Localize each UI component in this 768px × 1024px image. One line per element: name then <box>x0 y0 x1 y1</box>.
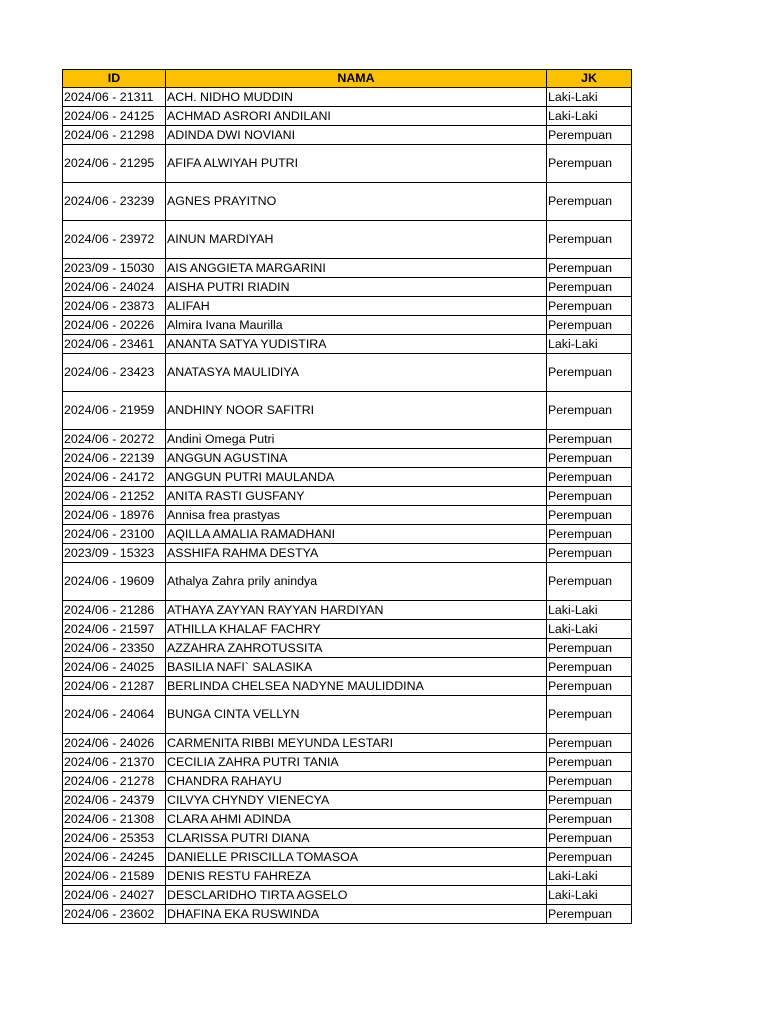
cell-id[interactable]: 2024/06 - 23873 <box>63 297 166 316</box>
cell-nama[interactable]: ASSHIFA RAHMA DESTYA <box>166 544 547 563</box>
cell-jk[interactable]: Perempuan <box>547 297 632 316</box>
cell-id[interactable]: 2024/06 - 18976 <box>63 506 166 525</box>
cell-jk[interactable]: Perempuan <box>547 829 632 848</box>
cell-nama[interactable]: BERLINDA CHELSEA NADYNE MAULIDDINA <box>166 677 547 696</box>
cell-id[interactable]: 2024/06 - 21295 <box>63 145 166 183</box>
table-row <box>63 278 632 297</box>
table-row <box>63 316 632 335</box>
cell-nama[interactable]: CECILIA ZAHRA PUTRI TANIA <box>166 753 547 772</box>
cell-jk[interactable]: Perempuan <box>547 468 632 487</box>
cell-id[interactable]: 2024/06 - 24064 <box>63 696 166 734</box>
table-row <box>63 221 632 259</box>
header-nama[interactable]: NAMA <box>166 70 547 88</box>
cell-nama[interactable]: ACHMAD ASRORI ANDILANI <box>166 107 547 126</box>
table-row <box>63 867 632 886</box>
cell-jk[interactable]: Laki-Laki <box>547 867 632 886</box>
cell-id[interactable]: 2024/06 - 24172 <box>63 468 166 487</box>
cell-jk[interactable]: Perempuan <box>547 316 632 335</box>
cell-jk[interactable]: Perempuan <box>547 430 632 449</box>
cell-jk[interactable]: Laki-Laki <box>547 620 632 639</box>
cell-id[interactable]: 2024/06 - 23239 <box>63 183 166 221</box>
table-row <box>63 563 632 601</box>
cell-id[interactable]: 2024/06 - 21287 <box>63 677 166 696</box>
table-row <box>63 639 632 658</box>
cell-nama[interactable]: AFIFA ALWIYAH PUTRI <box>166 145 547 183</box>
table-row <box>63 677 632 696</box>
cell-id[interactable]: 2024/06 - 23350 <box>63 639 166 658</box>
cell-jk[interactable]: Laki-Laki <box>547 88 632 107</box>
table-row <box>63 791 632 810</box>
cell-id[interactable]: 2024/06 - 21308 <box>63 810 166 829</box>
cell-nama[interactable]: ANGGUN PUTRI MAULANDA <box>166 468 547 487</box>
cell-id[interactable]: 2024/06 - 23461 <box>63 335 166 354</box>
cell-id[interactable]: 2024/06 - 19609 <box>63 563 166 601</box>
cell-nama[interactable]: AINUN MARDIYAH <box>166 221 547 259</box>
cell-nama[interactable]: ACH. NIDHO MUDDIN <box>166 88 547 107</box>
cell-jk[interactable]: Laki-Laki <box>547 107 632 126</box>
table-row <box>63 449 632 468</box>
cell-nama[interactable]: AQILLA AMALIA RAMADHANI <box>166 525 547 544</box>
cell-id[interactable]: 2024/06 - 21959 <box>63 392 166 430</box>
cell-nama[interactable]: Andini Omega Putri <box>166 430 547 449</box>
cell-jk[interactable]: Perempuan <box>547 449 632 468</box>
cell-jk[interactable]: Perempuan <box>547 696 632 734</box>
table-row <box>63 886 632 905</box>
cell-id[interactable]: 2024/06 - 21311 <box>63 88 166 107</box>
cell-nama[interactable]: ALIFAH <box>166 297 547 316</box>
cell-nama[interactable]: ANDHINY NOOR SAFITRI <box>166 392 547 430</box>
cell-nama[interactable]: AGNES PRAYITNO <box>166 183 547 221</box>
table-row <box>63 126 632 145</box>
cell-jk[interactable]: Perempuan <box>547 126 632 145</box>
cell-id[interactable]: 2023/09 - 15323 <box>63 544 166 563</box>
cell-id[interactable]: 2024/06 - 24125 <box>63 107 166 126</box>
table-row <box>63 601 632 620</box>
cell-nama[interactable]: AISHA PUTRI RIADIN <box>166 278 547 297</box>
cell-jk[interactable]: Perempuan <box>547 563 632 601</box>
table-row <box>63 487 632 506</box>
cell-nama[interactable]: DHAFINA EKA RUSWINDA <box>166 905 547 924</box>
cell-id[interactable]: 2024/06 - 20272 <box>63 430 166 449</box>
table-row <box>63 88 632 107</box>
table-row <box>63 506 632 525</box>
table-row <box>63 848 632 867</box>
cell-id[interactable]: 2024/06 - 20226 <box>63 316 166 335</box>
table-row <box>63 183 632 221</box>
cell-jk[interactable]: Perempuan <box>547 848 632 867</box>
cell-nama[interactable]: ATHILLA KHALAF FACHRY <box>166 620 547 639</box>
cell-jk[interactable]: Laki-Laki <box>547 886 632 905</box>
cell-id[interactable]: 2024/06 - 21286 <box>63 601 166 620</box>
cell-nama[interactable]: DESCLARIDHO TIRTA AGSELO <box>166 886 547 905</box>
cell-jk[interactable]: Perempuan <box>547 544 632 563</box>
cell-nama[interactable]: ANITA RASTI GUSFANY <box>166 487 547 506</box>
header-row <box>63 70 632 88</box>
table-row <box>63 696 632 734</box>
cell-jk[interactable]: Perempuan <box>547 905 632 924</box>
cell-nama[interactable]: CILVYA CHYNDY VIENECYA <box>166 791 547 810</box>
cell-nama[interactable]: ADINDA DWI NOVIANI <box>166 126 547 145</box>
header-jk[interactable]: JK <box>547 70 632 88</box>
table-row <box>63 734 632 753</box>
cell-jk[interactable]: Perempuan <box>547 791 632 810</box>
table-row <box>63 810 632 829</box>
table-row <box>63 392 632 430</box>
student-table <box>62 69 632 924</box>
cell-jk[interactable]: Perempuan <box>547 487 632 506</box>
cell-jk[interactable]: Laki-Laki <box>547 601 632 620</box>
cell-nama[interactable]: CLARISSA PUTRI DIANA <box>166 829 547 848</box>
cell-id[interactable]: 2024/06 - 25353 <box>63 829 166 848</box>
cell-nama[interactable]: ANGGUN AGUSTINA <box>166 449 547 468</box>
cell-nama[interactable]: CARMENITA RIBBI MEYUNDA LESTARI <box>166 734 547 753</box>
cell-jk[interactable]: Perempuan <box>547 658 632 677</box>
header-id[interactable]: ID <box>63 70 166 88</box>
table-body <box>63 88 632 924</box>
cell-jk[interactable]: Perempuan <box>547 525 632 544</box>
cell-jk[interactable]: Perempuan <box>547 772 632 791</box>
cell-jk[interactable]: Perempuan <box>547 145 632 183</box>
cell-nama[interactable]: AIS ANGGIETA MARGARINI <box>166 259 547 278</box>
table-row <box>63 145 632 183</box>
cell-jk[interactable]: Perempuan <box>547 278 632 297</box>
table-row <box>63 430 632 449</box>
table-row <box>63 829 632 848</box>
cell-id[interactable]: 2024/06 - 21278 <box>63 772 166 791</box>
table-row <box>63 620 632 639</box>
cell-id[interactable]: 2024/06 - 23972 <box>63 221 166 259</box>
table-row <box>63 354 632 392</box>
cell-nama[interactable]: AZZAHRA ZAHROTUSSITA <box>166 639 547 658</box>
cell-nama[interactable]: ANANTA SATYA YUDISTIRA <box>166 335 547 354</box>
cell-nama[interactable]: DANIELLE PRISCILLA TOMASOA <box>166 848 547 867</box>
table-row <box>63 905 632 924</box>
cell-id[interactable]: 2024/06 - 24024 <box>63 278 166 297</box>
cell-nama[interactable]: BASILIA NAFI` SALASIKA <box>166 658 547 677</box>
cell-id[interactable]: 2024/06 - 24026 <box>63 734 166 753</box>
cell-id[interactable]: 2024/06 - 24379 <box>63 791 166 810</box>
cell-jk[interactable]: Perempuan <box>547 392 632 430</box>
table-row <box>63 259 632 278</box>
table-row <box>63 544 632 563</box>
cell-id[interactable]: 2024/06 - 21589 <box>63 867 166 886</box>
table-row <box>63 335 632 354</box>
cell-nama[interactable]: CLARA AHMI ADINDA <box>166 810 547 829</box>
cell-id[interactable]: 2024/06 - 21298 <box>63 126 166 145</box>
table-row <box>63 107 632 126</box>
table-row <box>63 753 632 772</box>
table-row <box>63 468 632 487</box>
cell-jk[interactable]: Perempuan <box>547 753 632 772</box>
cell-jk[interactable]: Perempuan <box>547 506 632 525</box>
cell-id[interactable]: 2024/06 - 23602 <box>63 905 166 924</box>
cell-jk[interactable]: Perempuan <box>547 221 632 259</box>
cell-id[interactable]: 2024/06 - 24025 <box>63 658 166 677</box>
cell-id[interactable]: 2024/06 - 22139 <box>63 449 166 468</box>
cell-jk[interactable]: Laki-Laki <box>547 335 632 354</box>
cell-jk[interactable]: Perempuan <box>547 677 632 696</box>
cell-nama[interactable]: DENIS RESTU FAHREZA <box>166 867 547 886</box>
cell-nama[interactable]: Annisa frea prastyas <box>166 506 547 525</box>
cell-nama[interactable]: CHANDRA RAHAYU <box>166 772 547 791</box>
cell-jk[interactable]: Perempuan <box>547 259 632 278</box>
cell-jk[interactable]: Perempuan <box>547 639 632 658</box>
table-row <box>63 658 632 677</box>
cell-nama[interactable]: Almira Ivana Maurilla <box>166 316 547 335</box>
cell-id[interactable]: 2023/09 - 15030 <box>63 259 166 278</box>
cell-nama[interactable]: ATHAYA ZAYYAN RAYYAN HARDIYAN <box>166 601 547 620</box>
cell-id[interactable]: 2024/06 - 23100 <box>63 525 166 544</box>
cell-nama[interactable]: BUNGA CINTA VELLYN <box>166 696 547 734</box>
cell-id[interactable]: 2024/06 - 21370 <box>63 753 166 772</box>
cell-id[interactable]: 2024/06 - 21597 <box>63 620 166 639</box>
table-row <box>63 297 632 316</box>
cell-id[interactable]: 2024/06 - 23423 <box>63 354 166 392</box>
table-row <box>63 772 632 791</box>
cell-jk[interactable]: Perempuan <box>547 810 632 829</box>
table-row <box>63 525 632 544</box>
cell-id[interactable]: 2024/06 - 24027 <box>63 886 166 905</box>
cell-jk[interactable]: Perempuan <box>547 354 632 392</box>
cell-id[interactable]: 2024/06 - 24245 <box>63 848 166 867</box>
cell-id[interactable]: 2024/06 - 21252 <box>63 487 166 506</box>
cell-jk[interactable]: Perempuan <box>547 183 632 221</box>
cell-nama[interactable]: Athalya Zahra prily anindya <box>166 563 547 601</box>
cell-nama[interactable]: ANATASYA MAULIDIYA <box>166 354 547 392</box>
cell-jk[interactable]: Perempuan <box>547 734 632 753</box>
